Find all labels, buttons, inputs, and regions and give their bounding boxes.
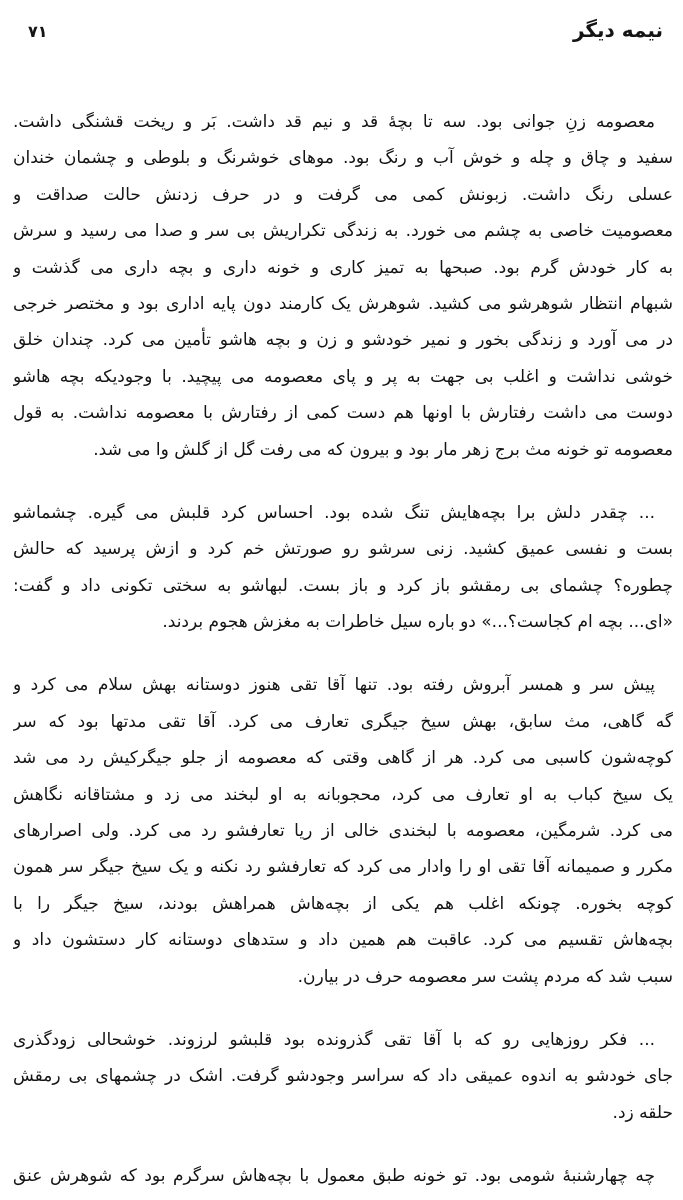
text-body <box>13 104 673 1195</box>
text-line: کوچه‌شون کاسبی می کرد. هر از گاهی وقتی که معصومه از جلو جیگرکیش رد می شد <box>13 748 673 769</box>
text-line: «ای... بچه ام کجاست؟...» دو باره سیل خاطرات به مغزش هجوم بردند. <box>162 612 673 633</box>
text-line: معصومه تو خونه مث برج زهر مار بود و بیرون که می رفت گل از گلش وا می شد. <box>93 439 673 460</box>
text-line: ... چقدر دلش برا بچه‌هایش تنگ شده بود. احساس کرد قلبش می گیره. چشماشو <box>13 502 655 523</box>
text-line: دوست می داشت رفتارش با اونها هم دست کمی از رفتارش با معصومه نداشت. به قول <box>13 403 673 424</box>
text-line: خوشی نداشت و اغلب بی جهت به پر و پای معصومه می پیچید. با وجودیکه بچه هاشو <box>13 366 673 387</box>
text-line: یک سیخ کباب به او تعارف می کرد، محجوبانه به او لبخند می زد و مشتاقانه نگاهش <box>13 784 673 805</box>
text-line: بچه‌هاش تقسیم می کرد. عاقبت هم همین داد و ستدهای دوستانه کار دستشون داد و <box>13 930 673 951</box>
text-line: معصومه زنِ جوانی بود. سه تا بچهٔ قد و نیم قد داشت. بَر و ریخت قشنگی داشت. <box>13 112 655 132</box>
paragraph <box>13 104 673 468</box>
text-line: گه گاهی، مث سابق، بهش سیخ جیگری تعارف می کرد. آقا تقی مدتها بود که سر <box>13 711 673 732</box>
book-title: نیمه دیگر <box>572 18 663 42</box>
text-line: کوچه بخوره. چونکه اغلب هم یکی از بچه‌هاش همراهش بودند، سیخ جیگر را با <box>13 893 673 914</box>
paragraph <box>13 667 673 995</box>
text-line: حلقه زد. <box>612 1102 673 1123</box>
page-number: ۷۱ <box>28 22 48 41</box>
text-line: می کرد. شرمگین، معصومه با لبخندی خالی از ریا تعارفشو رد می کرد. ولی اصرارهای <box>13 821 673 842</box>
text-line: در می آورد و زندگی بخور و نمیر خودشو و زن و بچه هاشو تأمین می کرد. چندان خلق <box>13 330 673 351</box>
text-line: سبب شد که مردم پشت سر معصومه حرف در بیارن. <box>297 966 673 987</box>
text-line: معصومیت خاصی به چشم می خورد. به زندگی تکراریش بی سر و صدا می رسید و سرش <box>13 221 673 242</box>
text-line: شبهام انتظار شوهرشو می کشید. شوهرش یک کارمند دون پایه اداری بود و مختصر خرجی <box>13 293 673 314</box>
text-line: جای خودشو به اندوه عمیقی داد که سراسر وجودشو گرفت. اشک در چشمهای بی رمقش <box>13 1066 673 1087</box>
paragraph <box>13 1158 673 1194</box>
paragraph <box>13 495 673 641</box>
text-line: عسلی رنگ داشت. زبونش کمی می گرفت و در حرف زدنش حالت صداقت و <box>13 184 673 205</box>
text-line: پیش سر و همسر آبروش رفته بود. تنها آقا تقی هنوز دوستانه بهش سلام می کرد و <box>13 675 655 696</box>
text-line: بست و نفسی عمیق کشید. زنی سرشو رو صورتش خم کرد و ازش پرسید که حالش <box>13 539 673 560</box>
text-line: ... فکر روزهایی رو که با آقا تقی گذرونده بود قلبشو لرزوند. خوشحالی زودگذری <box>13 1029 655 1050</box>
paragraph <box>13 1022 673 1131</box>
text-line: چطوره؟ چشمای بی رمقشو باز کرد و باز بست. لبهاشو به سختی تکونی داد و گفت: <box>13 575 673 596</box>
text-line: مکرر و صمیمانه آقا تقی او را وادار می کرد که تعارفشو رد نکنه و یک سیخ جیگر سر همون <box>13 857 673 878</box>
text-line: چه چهارشنبهٔ شومی بود. تو خونه طبق معمول با بچه‌هاش سرگرم بود که شوهرش عنق <box>13 1166 655 1187</box>
text-line: سفید و چاق و چله و خوش آب و رنگ بود. موهای خوشرنگ و بلوطی و چشمان خندان <box>13 148 673 169</box>
page-header <box>28 18 663 42</box>
text-line: به کار خودش گرم بود. صبحها به تمیز کاری و خونه داری و بچه داری می گذشت و <box>13 257 673 278</box>
